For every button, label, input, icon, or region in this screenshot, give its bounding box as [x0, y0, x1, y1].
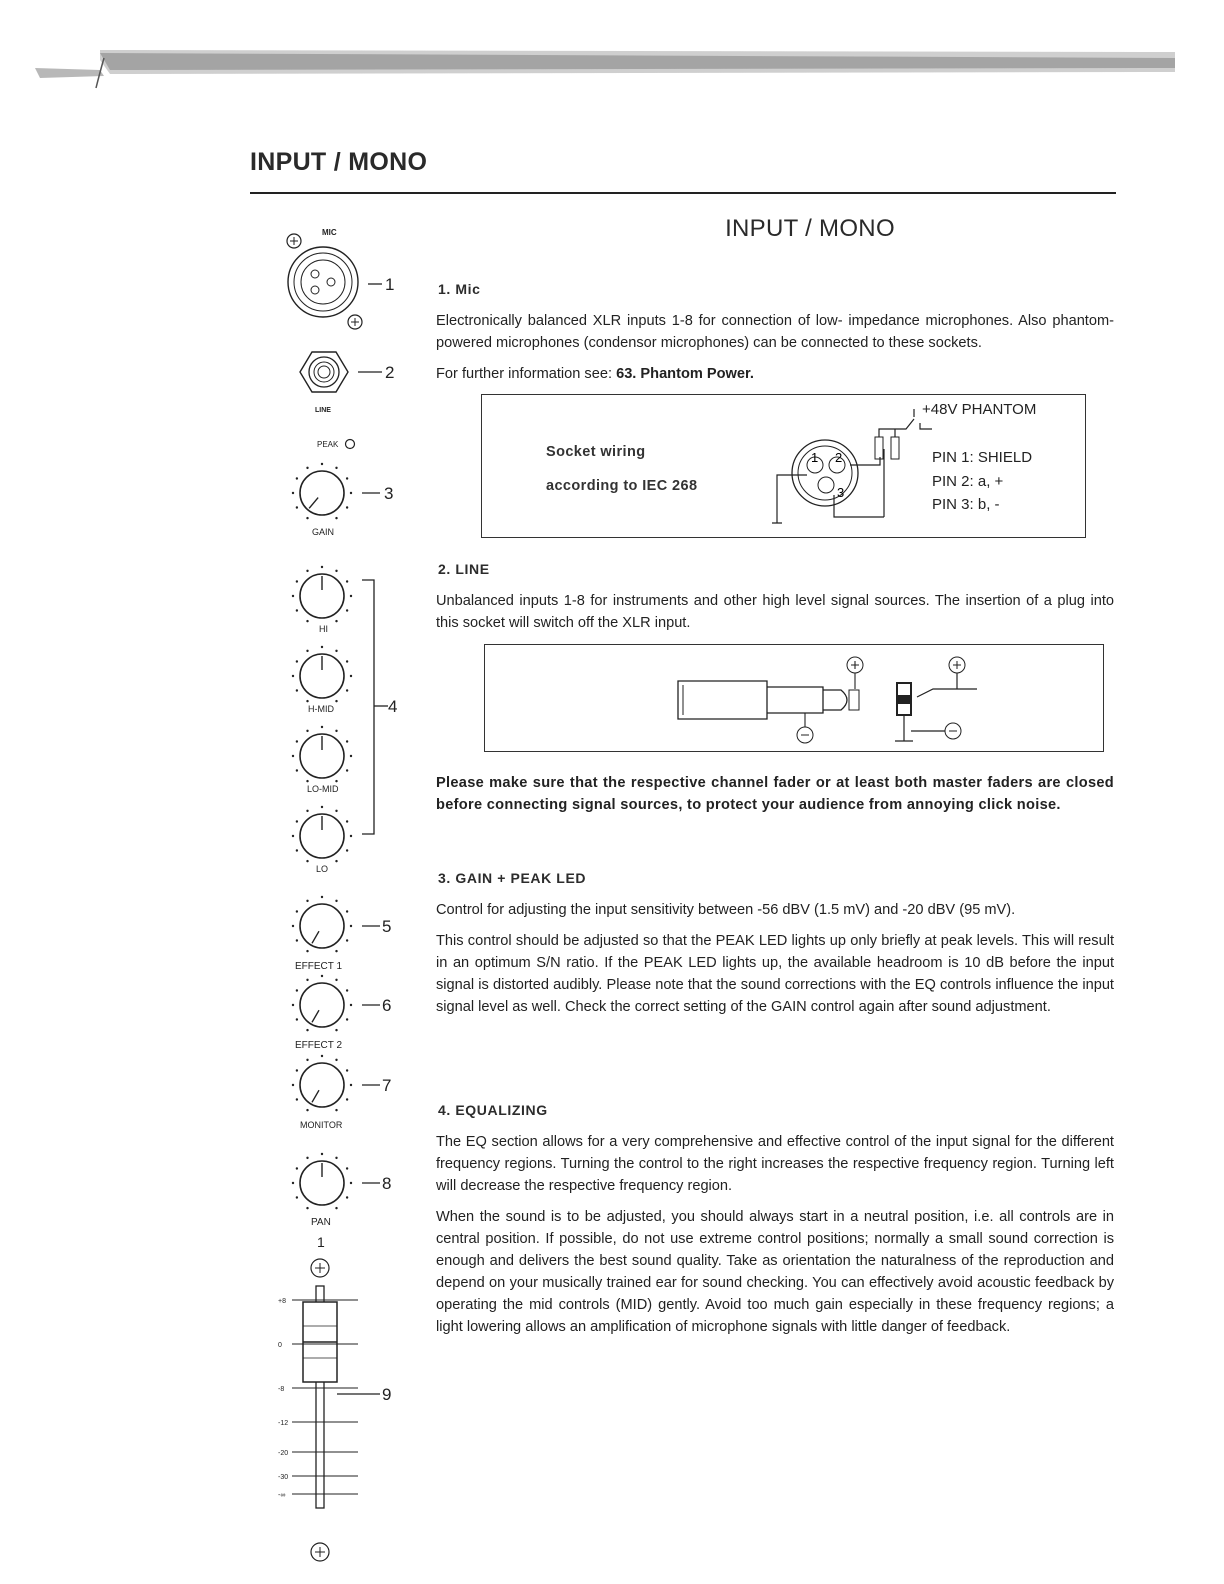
effect1-knob — [292, 896, 352, 953]
mic-reference — [436, 363, 1114, 385]
pin-number-2: 2 — [835, 450, 843, 465]
lo-label: LO — [316, 864, 329, 874]
mic-label: MIC — [322, 228, 337, 237]
eq-paragraph-1: The EQ section allows for a very comprehensive and effective control of the input signal for the different frequency regions. Turning the control to the right increases the respective frequency region. Turning left will decrease the respective frequency region. — [436, 1134, 1114, 1194]
phantom-power-ref: 63. Phantom Power. — [616, 366, 754, 382]
section-heading-mic: 1. Mic — [438, 281, 481, 297]
monitor-knob — [292, 1055, 352, 1112]
line-paragraph: Unbalanced inputs 1-8 for instruments and other high level signal sources. The insertion of a plug into this socket will switch off the XLR input. — [436, 593, 1114, 631]
section-heading-eq: 4. EQUALIZING — [438, 1102, 548, 1118]
monitor-label: MONITOR — [300, 1120, 343, 1130]
peak-led — [346, 440, 355, 449]
fader-warning: Please make sure that the respective channel fader or at least both master faders are closed before connecting signal sources, to protect your audience from annoying click noise. — [436, 775, 1114, 813]
effect2-knob — [292, 975, 352, 1032]
hi-knob — [292, 566, 352, 623]
content-column — [436, 214, 1114, 1347]
fader-scale-label: -30 — [278, 1474, 289, 1481]
hi-label: HI — [319, 624, 328, 634]
callout-6: 6 — [382, 996, 392, 1015]
iec-label: according to IEC 268 — [546, 478, 698, 494]
page-header: INPUT / MONO — [250, 148, 428, 176]
header-rule — [250, 192, 1116, 194]
phantom-label: +48V PHANTOM — [922, 401, 1037, 418]
socket-wiring-label: Socket wiring — [546, 444, 646, 460]
callout-3: 3 — [384, 484, 394, 503]
content-title: INPUT / MONO — [725, 215, 895, 242]
mic-paragraph: Electronically balanced XLR inputs 1-8 for connection of low- impedance microphones. Also phantom-powered microphones (condensor microphones) can be connected to these sockets. — [436, 313, 1114, 351]
pin-number-3: 3 — [837, 485, 845, 500]
effect1-label: EFFECT 1 — [295, 961, 343, 972]
gain-label: GAIN — [312, 527, 335, 537]
lomid-label: LO-MID — [307, 784, 339, 794]
pin2-label: PIN 2: a, + — [932, 473, 1004, 490]
gain-paragraph-2: This control should be adjusted so that the PEAK LED lights up only briefly at peak levels. This will result in an optimum S/N ratio. If the PEAK LED lights up, the available headroom is 10 dB before the input signal is distorted audibly. Please note that the sound corrections with the EQ controls influence the input signal level as well. Check the correct setting of the GAIN control again after sound adjustment. — [436, 933, 1114, 1015]
section-heading-line: 2. LINE — [438, 561, 490, 577]
hmid-knob — [292, 646, 352, 703]
xlr-socket — [288, 247, 358, 317]
fader-scale-label: -12 — [278, 1420, 289, 1427]
pin3-label: PIN 3: b, - — [932, 496, 1000, 513]
section-heading-gain: 3. GAIN + PEAK LED — [438, 870, 587, 886]
fader-scale-label: 0 — [278, 1342, 282, 1349]
jack-diagram — [484, 644, 1104, 752]
gain-paragraph-1: Control for adjusting the input sensitivity between -56 dBV (1.5 mV) and -20 dBV (95 mV). — [436, 902, 1016, 918]
callout-1: 1 — [385, 275, 395, 294]
callout-5: 5 — [382, 917, 392, 936]
scan-edge-band — [0, 0, 1224, 110]
gain-knob — [292, 463, 352, 520]
fader-scale-label: +8 — [278, 1298, 286, 1305]
line-jack — [300, 352, 348, 392]
callout-4: 4 — [388, 697, 398, 716]
eq-paragraph-2: When the sound is to be adjusted, you should always start in a neutral position, i.e. all controls are in central position. If possible, do not use extreme control positions; normally a small sound correction is enough and delivers the best sound quality. Take as orientation the naturalness of the reproduction and depend on your musically trained ear for sound checking. You can effectively avoid acoustic feedback by operating the mid controls (MID) gently. Avoid too much gain especially in these frequency regions; a light lowering allows an amplification of microphone signals with little danger of feedback. — [436, 1209, 1114, 1335]
lo-knob — [292, 806, 352, 863]
channel-strip-illustration — [270, 222, 410, 1572]
lomid-knob — [292, 726, 352, 783]
callout-2: 2 — [385, 363, 395, 382]
fader-scale-label: -∞ — [278, 1492, 286, 1499]
pin-number-1: 1 — [811, 450, 819, 465]
effect2-label: EFFECT 2 — [295, 1040, 343, 1051]
fader-scale-label: -20 — [278, 1450, 289, 1457]
eq-bracket — [362, 580, 374, 834]
callout-8: 8 — [382, 1174, 392, 1193]
line-label: LINE — [315, 407, 331, 414]
pin1-label: PIN 1: SHIELD — [932, 449, 1033, 466]
channel-number: 1 — [317, 1234, 325, 1250]
callout-7: 7 — [382, 1076, 392, 1095]
socket-wiring-diagram — [481, 394, 1086, 538]
pan-knob — [292, 1153, 352, 1210]
mic-reference-prefix: For further information see: — [436, 366, 617, 382]
hmid-label: H-MID — [308, 704, 334, 714]
peak-label: PEAK — [317, 440, 339, 449]
fader-scale-label: -8 — [278, 1386, 285, 1393]
pan-label: PAN — [311, 1217, 331, 1228]
jack-plug-graphic — [485, 645, 1103, 751]
callout-9: 9 — [382, 1385, 392, 1404]
